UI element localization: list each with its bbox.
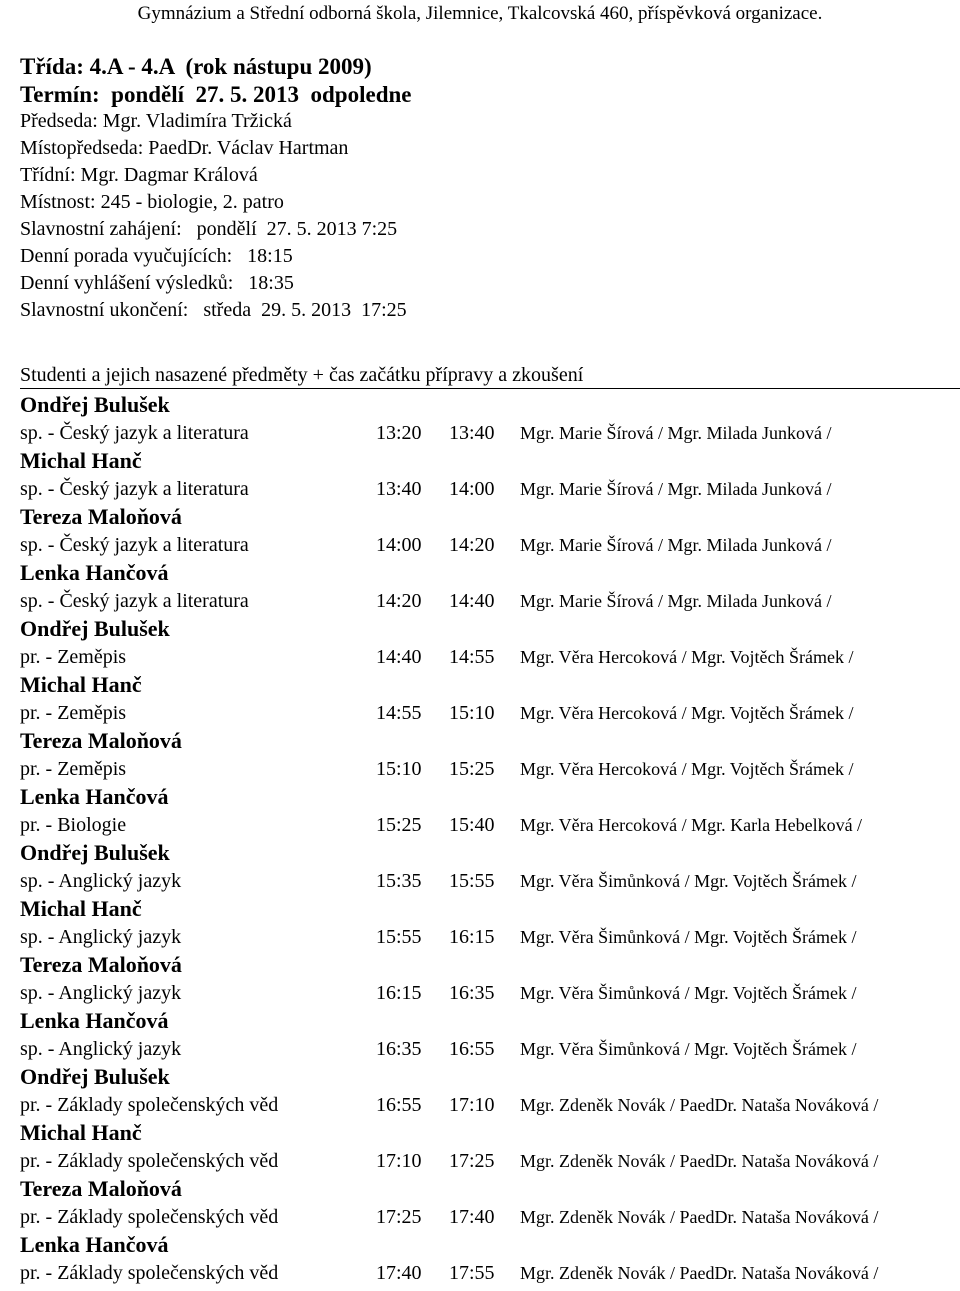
schedule-entry — [20, 503, 960, 559]
schedule-entry — [20, 447, 960, 503]
schedule-entry — [20, 839, 960, 895]
daily-meeting-line: Denní porada vyučujících: 18:15 — [20, 245, 293, 267]
examiners: Mgr. Marie Šírová / Mgr. Milada Junková / — [520, 479, 832, 499]
schedule-entry — [20, 951, 960, 1007]
student-name: Tereza Maloňová — [20, 728, 182, 753]
schedule-entry — [20, 1063, 960, 1119]
exam-row — [20, 643, 960, 671]
subject: sp. - Český jazyk a literatura — [20, 590, 249, 612]
prep-start-time: 14:55 — [376, 702, 422, 724]
exam-start-time: 17:40 — [449, 1206, 495, 1228]
exam-start-time: 13:40 — [449, 422, 495, 444]
prep-start-time: 14:00 — [376, 534, 422, 556]
exam-start-time: 14:00 — [449, 478, 495, 500]
committee-info — [20, 108, 407, 324]
exam-start-time: 16:35 — [449, 982, 495, 1004]
prep-start-time: 16:55 — [376, 1094, 422, 1116]
student-name: Lenka Hančová — [20, 1008, 169, 1033]
examiners: Mgr. Věra Šimůnková / Mgr. Vojtěch Šrámek / — [520, 927, 857, 947]
prep-start-time: 16:35 — [376, 1038, 422, 1060]
examiners: Mgr. Věra Hercoková / Mgr. Karla Hebelková / — [520, 815, 863, 835]
prep-start-time: 17:25 — [376, 1206, 422, 1228]
exam-row — [20, 867, 960, 895]
subject: sp. - Anglický jazyk — [20, 926, 182, 948]
schedule-entry — [20, 559, 960, 615]
examiners: Mgr. Věra Šimůnková / Mgr. Vojtěch Šrámek / — [520, 983, 857, 1003]
student-name: Lenka Hančová — [20, 560, 169, 585]
chair-line: Předseda: Mgr. Vladimíra Tržická — [20, 110, 292, 132]
schedule-entry — [20, 615, 960, 671]
subject: pr. - Zeměpis — [20, 702, 127, 724]
schedule-entry — [20, 1007, 960, 1063]
exam-header — [20, 53, 411, 109]
subject: pr. - Základy společenských věd — [20, 1094, 279, 1116]
prep-start-time: 15:10 — [376, 758, 422, 780]
schedule-entry — [20, 1231, 960, 1287]
exam-start-time: 15:10 — [449, 702, 495, 724]
subject: sp. - Český jazyk a literatura — [20, 534, 249, 556]
exam-row — [20, 587, 960, 615]
vice-chair-line: Místopředseda: PaedDr. Václav Hartman — [20, 137, 349, 159]
prep-start-time: 13:40 — [376, 478, 422, 500]
exam-row — [20, 1259, 960, 1287]
examiners: Mgr. Zdeněk Novák / PaedDr. Nataša Nováková / — [520, 1263, 879, 1283]
student-name: Michal Hanč — [20, 1120, 142, 1145]
prep-start-time: 16:15 — [376, 982, 422, 1004]
exam-start-time: 17:10 — [449, 1094, 495, 1116]
exam-row — [20, 1203, 960, 1231]
exam-row — [20, 1035, 960, 1063]
section-divider — [20, 388, 960, 389]
exam-row — [20, 699, 960, 727]
schedule-entry — [20, 1119, 960, 1175]
student-name: Tereza Maloňová — [20, 952, 182, 977]
examiners: Mgr. Marie Šírová / Mgr. Milada Junková / — [520, 535, 832, 555]
opening-line: Slavnostní zahájení: pondělí 27. 5. 2013 7:25 — [20, 218, 398, 240]
exam-start-time: 15:25 — [449, 758, 495, 780]
examiners: Mgr. Věra Šimůnková / Mgr. Vojtěch Šrámek / — [520, 1039, 857, 1059]
exam-start-time: 16:15 — [449, 926, 495, 948]
exam-row — [20, 475, 960, 503]
examiners: Mgr. Věra Hercoková / Mgr. Vojtěch Šrámek / — [520, 703, 854, 723]
subject: pr. - Základy společenských věd — [20, 1206, 279, 1228]
subject: sp. - Český jazyk a literatura — [20, 422, 249, 444]
prep-start-time: 13:20 — [376, 422, 422, 444]
exam-start-time: 17:25 — [449, 1150, 495, 1172]
class-line: Třída: 4.A - 4.A (rok nástupu 2009) — [20, 54, 372, 79]
schedule-entry — [20, 727, 960, 783]
subject: pr. - Základy společenských věd — [20, 1262, 279, 1284]
schedule-entry — [20, 1175, 960, 1231]
schedule-entry — [20, 391, 960, 447]
schedule-entry — [20, 783, 960, 839]
exam-row — [20, 531, 960, 559]
schedule-entry — [20, 671, 960, 727]
examiners: Mgr. Věra Hercoková / Mgr. Vojtěch Šrámek / — [520, 759, 854, 779]
prep-start-time: 14:40 — [376, 646, 422, 668]
exam-row — [20, 1091, 960, 1119]
exam-start-time: 14:55 — [449, 646, 495, 668]
student-name: Lenka Hančová — [20, 1232, 169, 1257]
examiners: Mgr. Věra Hercoková / Mgr. Vojtěch Šrámek / — [520, 647, 854, 667]
subject: pr. - Zeměpis — [20, 646, 127, 668]
examiners: Mgr. Zdeněk Novák / PaedDr. Nataša Nováková / — [520, 1207, 879, 1227]
prep-start-time: 15:25 — [376, 814, 422, 836]
student-name: Tereza Maloňová — [20, 504, 182, 529]
student-name: Tereza Maloňová — [20, 1176, 182, 1201]
class-teacher-line: Třídní: Mgr. Dagmar Králová — [20, 164, 258, 186]
examiners: Mgr. Zdeněk Novák / PaedDr. Nataša Nováková / — [520, 1095, 879, 1115]
exam-start-time: 15:55 — [449, 870, 495, 892]
prep-start-time: 14:20 — [376, 590, 422, 612]
exam-row — [20, 1147, 960, 1175]
student-name: Ondřej Bulušek — [20, 392, 170, 417]
subject: sp. - Český jazyk a literatura — [20, 478, 249, 500]
student-name: Ondřej Bulušek — [20, 840, 170, 865]
prep-start-time: 17:40 — [376, 1262, 422, 1284]
schedule-list — [20, 391, 960, 1287]
student-name: Lenka Hančová — [20, 784, 169, 809]
prep-start-time: 15:55 — [376, 926, 422, 948]
prep-start-time: 17:10 — [376, 1150, 422, 1172]
exam-start-time: 14:40 — [449, 590, 495, 612]
subject: pr. - Základy společenských věd — [20, 1150, 279, 1172]
subject: sp. - Anglický jazyk — [20, 982, 182, 1004]
closing-line: Slavnostní ukončení: středa 29. 5. 2013 17:25 — [20, 299, 407, 321]
exam-row — [20, 923, 960, 951]
exam-start-time: 17:55 — [449, 1262, 495, 1284]
subject: pr. - Zeměpis — [20, 758, 127, 780]
daily-results-line: Denní vyhlášení výsledků: 18:35 — [20, 272, 294, 294]
student-name: Michal Hanč — [20, 448, 142, 473]
schedule-entry — [20, 895, 960, 951]
student-name: Ondřej Bulušek — [20, 1064, 170, 1089]
examiners: Mgr. Marie Šírová / Mgr. Milada Junková / — [520, 591, 832, 611]
student-name: Michal Hanč — [20, 672, 142, 697]
school-header: Gymnázium a Střední odborná škola, Jilemnice, Tkalcovská 460, příspěvková organizace. — [137, 3, 823, 24]
room-line: Místnost: 245 - biologie, 2. patro — [20, 191, 284, 213]
student-name: Michal Hanč — [20, 896, 142, 921]
section-title: Studenti a jejich nasazené předměty + čas začátku přípravy a zkoušení — [20, 364, 584, 386]
prep-start-time: 15:35 — [376, 870, 422, 892]
student-name: Ondřej Bulušek — [20, 616, 170, 641]
exam-row — [20, 755, 960, 783]
examiners: Mgr. Věra Šimůnková / Mgr. Vojtěch Šrámek / — [520, 871, 857, 891]
examiners: Mgr. Marie Šírová / Mgr. Milada Junková / — [520, 423, 832, 443]
exam-start-time: 16:55 — [449, 1038, 495, 1060]
exam-row — [20, 419, 960, 447]
exam-row — [20, 979, 960, 1007]
subject: pr. - Biologie — [20, 814, 127, 836]
term-line: Termín: pondělí 27. 5. 2013 odpoledne — [20, 82, 412, 107]
subject: sp. - Anglický jazyk — [20, 870, 182, 892]
exam-start-time: 15:40 — [449, 814, 495, 836]
exam-start-time: 14:20 — [449, 534, 495, 556]
subject: sp. - Anglický jazyk — [20, 1038, 182, 1060]
exam-row — [20, 811, 960, 839]
examiners: Mgr. Zdeněk Novák / PaedDr. Nataša Nováková / — [520, 1151, 879, 1171]
